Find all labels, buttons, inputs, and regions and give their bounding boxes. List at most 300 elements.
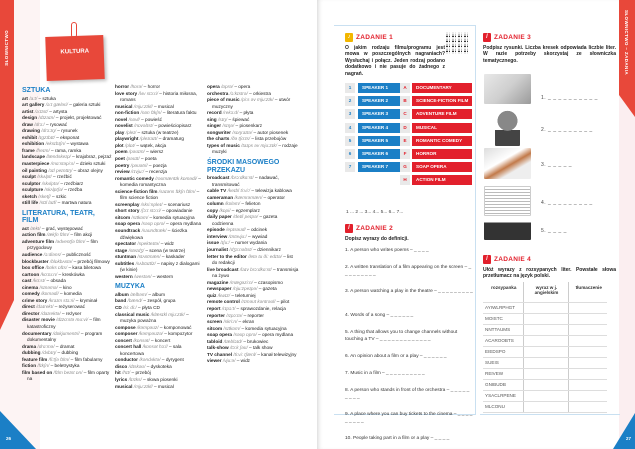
vocab-phonetic: /daɪrekt/ — [36, 304, 54, 310]
vocab-phonetic: /plɒt/ — [124, 142, 136, 148]
audio-icon[interactable]: ♪ — [345, 33, 353, 42]
ex2-instruction: Dopisz wyrazy do definicji. — [345, 236, 409, 242]
vocab-translation: obraz olejny — [77, 167, 103, 173]
speaker-number: 6 — [345, 149, 355, 159]
vocab-phonetic: /rekɔ:d/ — [222, 110, 239, 116]
vocab-entry: opera /ɒprə/ – opera — [207, 84, 251, 89]
option-box[interactable]: ACTION FILM — [412, 175, 472, 185]
vocab-translation: dyrygent — [165, 357, 184, 363]
vocab-translation: list do redakcji — [212, 253, 293, 266]
speaker-number: 4 — [345, 123, 355, 133]
vocab-phonetic: /kɒpi/ — [219, 207, 231, 213]
vocab-phonetic: /bɒks ɒfɪs/ — [45, 265, 68, 271]
vocab-phonetic: /ɪgzɪbɪt/ — [38, 134, 55, 140]
vocab-word: opera — [207, 84, 220, 89]
vocab-phonetic: /sɪtkɒm/ — [131, 214, 149, 220]
vocab-entry: exhibit /ɪgzɪbɪt/ – eksponat — [22, 134, 80, 140]
option-letter: H — [400, 175, 410, 185]
option-box[interactable]: ADVENTURE FILM — [412, 109, 472, 119]
vocab-entry: the charts /ðə tʃɑ:ts/ – lista przebojów — [207, 136, 287, 142]
definition-item[interactable]: 9. A place where you can buy tickets to the cinema – _ _ _ _ _ _ _ _ _ — [345, 412, 473, 424]
vocab-entry: issue /ɪʃu:/ – numer wydania — [207, 240, 267, 246]
section-title: KULTURA — [60, 48, 90, 56]
vocab-translation: film fabularny — [74, 356, 103, 362]
definition-item[interactable]: 4. Words of a song – _ _ _ _ _ _ — [345, 313, 414, 318]
vocab-phonetic: /skri:n/ — [223, 319, 238, 325]
vocab-entry: remote control /rɪməʊt kəntrəʊl/ – pilot — [207, 299, 290, 305]
vocab-entry: album /ælbəm/ – album — [115, 291, 166, 297]
vocab-translation: powieść — [145, 116, 162, 122]
vocab-entry: screen /skri:n/ – ekran — [207, 319, 255, 325]
vocab-word: crime story — [22, 297, 48, 303]
vocab-translation: rama, ramka — [54, 147, 82, 153]
vocab-entry: musical /mju:zɪkl/ – musical — [115, 103, 174, 109]
side-tab-label: SŁOWNICTWO – ZADANIA — [624, 10, 629, 75]
english-word-cell[interactable] — [523, 335, 568, 346]
vocab-entry: cameraman /kæmrəmæn/ – operator — [207, 194, 285, 200]
section-heading: SZTUKA — [22, 87, 51, 94]
vocab-word: record — [207, 110, 222, 116]
vocab-phonetic: /si: di:/ — [123, 305, 137, 310]
speaker-box[interactable]: SPEAKER 7 — [358, 162, 404, 172]
vocab-phonetic: /keɪbl ti:vi:/ — [227, 188, 251, 194]
vocab-word: non-fiction — [115, 110, 140, 116]
option-box[interactable]: ROMANTIC COMEDY — [412, 136, 472, 146]
translation-cell[interactable] — [568, 324, 607, 335]
vocab-translation: poeta — [144, 156, 157, 162]
vocab-entry: spectator /spekteɪtə/ – widz — [115, 241, 175, 247]
translation-cell[interactable] — [568, 379, 607, 390]
picture-label-blank[interactable]: 5. _ _ _ _ — [541, 228, 567, 234]
speaker-box[interactable]: SPEAKER 1 — [358, 83, 404, 93]
vocab-phonetic: /skri:npleɪ/ — [140, 201, 163, 207]
section-heading: LITERATURA, TEATR, FILM — [22, 209, 95, 225]
vocab-translation: scena (w teatrze) — [149, 247, 186, 253]
vocab-entry: sing /sɪŋ/ – śpiewać — [207, 116, 250, 122]
speaker-box[interactable]: SPEAKER 3 — [358, 109, 404, 119]
vocab-phonetic: /drɔ:/ — [34, 121, 45, 127]
vocab-entry: broadcast /brɔ:dkɑ:st/ – nadawać, transmitować — [207, 175, 279, 187]
vocab-phonetic: /dɪzaɪn/ — [38, 115, 55, 121]
vocab-word: report — [207, 305, 221, 311]
vocab-word: comedy — [22, 291, 40, 297]
qr-code[interactable] — [446, 32, 468, 54]
vocab-entry: stage /steɪdʒ/ – scena (w teatrze) — [115, 247, 186, 253]
vocab-translation: rysunek — [61, 128, 78, 134]
vocab-translation: komedia sytuacyjna — [245, 325, 287, 331]
ex2-header — [345, 224, 393, 233]
picture-label-blank[interactable]: 2. _ _ _ _ _ _ _ _ _ — [541, 127, 593, 133]
english-word-cell[interactable] — [523, 302, 568, 313]
vocab-translation: literatura faktu — [166, 110, 197, 116]
vocab-translation: poezja — [152, 162, 167, 168]
vocab-word: hit — [115, 370, 121, 376]
vocab-phonetic: /dʒɜ:nəlɪst/ — [229, 247, 253, 253]
vocab-phonetic: /a:t/ — [29, 95, 38, 101]
vocab-word: fiction — [22, 363, 37, 369]
vocab-translation: dzieło sztuki — [79, 160, 106, 166]
vocab-word: screen — [207, 319, 223, 325]
picture-label-blank[interactable]: 4. _ _ _ _ _ _ _ _ _ — [541, 200, 593, 206]
vocab-entry: oil painting /ɔɪl peɪntɪŋ/ – obraz olejny — [22, 167, 103, 173]
translation-cell[interactable] — [568, 335, 607, 346]
vocab-word: landscape — [22, 154, 45, 160]
translation-cell[interactable] — [568, 313, 607, 324]
vocab-translation: gazeta — [262, 286, 277, 292]
vocab-translation: dyskoteka — [150, 363, 172, 369]
vocab-entry: horror /hɒrə/ – horror — [115, 84, 161, 89]
vocab-entry: drama /drɑ:mə/ – dramat — [22, 343, 75, 349]
anagram-cell: AYIWLRPHGT — [483, 302, 523, 313]
definition-item[interactable]: 1. A person who writes poems – _ _ _ _ — [345, 248, 429, 253]
vocab-entry: column /kɒləm/ – felieton — [207, 201, 261, 207]
vocab-translation: szkic — [55, 193, 67, 199]
option-box[interactable]: DOCUMENTARY — [412, 83, 472, 93]
translation-cell[interactable] — [568, 390, 607, 401]
vocab-entry: art gallery /a:t gæləri/ – galeria sztuki — [22, 102, 101, 108]
vocab-entry: magazine /mægəzi:n/ – czasopismo — [207, 279, 283, 285]
vocab-entry: talk-show /tɔ:k ʃəʊ/ – talk show — [207, 345, 273, 351]
side-tab-point — [0, 300, 14, 330]
vocab-translation: talk show — [252, 345, 273, 351]
vocab-translation: kasa biletowa — [72, 265, 101, 271]
vocab-word: live broadcast — [207, 266, 239, 272]
english-word-cell[interactable] — [523, 379, 568, 390]
vocab-phonetic: /daɪrektə/ — [40, 310, 61, 316]
vocab-translation: dramaturg — [162, 136, 185, 142]
vocab-entry: disaster movie /dɪzɑ:stə mu:vi/ – film katastroficzny — [22, 317, 101, 329]
vocab-entry: blockbuster /blɒkbʌstə/ – przebój filmowy — [22, 258, 110, 264]
vocab-entry: soap opera /səʊp ɒprə/ – opera mydlana — [115, 221, 202, 227]
table-row — [483, 390, 607, 401]
vocab-word: oil painting — [22, 167, 47, 173]
vocab-phonetic: /nɒvəlɪst/ — [134, 123, 154, 129]
vocab-translation: beletrystyka — [54, 363, 80, 369]
vocab-word: action film — [22, 232, 46, 238]
vocab-phonetic: /səʊp ɒprə/ — [233, 332, 257, 338]
vocab-entry: drawing /drɔ:ɪŋ/ – rysunek — [22, 128, 78, 134]
vocab-translation: film science fiction — [120, 195, 159, 201]
vocab-entry: stuntman /stʌntmæn/ – kaskader — [115, 254, 185, 260]
table-row — [483, 313, 607, 324]
vocab-phonetic: /kɒnsət hɔ:l/ — [142, 344, 168, 350]
vocab-word: copy — [207, 207, 218, 213]
vocab-word: film based on — [22, 369, 53, 375]
vocab-translation: sztuka (w teatrze) — [141, 129, 179, 135]
vocab-phonetic: /səʊp ɒprə/ — [141, 221, 165, 227]
anagram-cell: SUEIS — [483, 357, 523, 368]
vocab-translation: reżyserować — [58, 304, 85, 310]
speaker-box[interactable]: SPEAKER 6 — [358, 149, 404, 159]
vocab-phonetic: /pəʊətri/ — [130, 162, 148, 168]
vocab-entry: classical music /klæsɪkl mju:zɪk/ – muzyka poważna — [115, 311, 189, 324]
vocab-translation: rodzaje muzyki — [212, 142, 298, 155]
vocab-phonetic: /bænd/ — [127, 298, 143, 304]
english-word-cell[interactable] — [523, 368, 568, 379]
vocab-phonetic: /dʌbɪŋ/ — [41, 350, 57, 356]
speaker-box[interactable]: SPEAKER 2 — [358, 96, 404, 106]
vocab-word: drama — [22, 343, 37, 349]
vocab-entry: novelist /nɒvəlɪst/ – powieściopisarz — [115, 123, 192, 129]
vocab-phonetic: /ti:vi: tʃænl/ — [233, 351, 257, 357]
vocab-word: sketch — [22, 193, 37, 199]
vocab-phonetic: /lændskeɪp/ — [46, 154, 71, 160]
option-letter: A — [400, 83, 410, 93]
vocab-phonetic: /dɒkjumentri/ — [52, 330, 80, 336]
vocab-phonetic: /a:t gæləri/ — [45, 102, 68, 108]
vocab-entry: love story /lʌv stɔ:ri/ – historia miłosna, romans — [115, 90, 198, 103]
vocab-translation: opowiadanie — [166, 208, 193, 214]
option-box[interactable]: HORROR — [412, 149, 472, 159]
vocab-translation: transmisja na żywo — [212, 266, 299, 279]
vocab-phonetic: /nɒvl/ — [128, 116, 140, 122]
vocab-translation: kreskówka — [62, 271, 85, 277]
picture-label-blank[interactable]: 3. _ _ _ _ _ — [541, 162, 573, 168]
vocab-entry: short story /ʃɔ:t stɔ:ri/ – opowiadanie — [115, 208, 193, 214]
vocab-translation: opera mydlana — [262, 332, 294, 338]
vocab-translation: widz — [240, 358, 251, 364]
vocab-phonetic: /pleɪ/ — [125, 129, 137, 135]
vocab-translation: musical — [157, 383, 174, 389]
vocab-translation: piosenkarz — [239, 123, 263, 129]
vocab-entry: playwright /pleɪraɪt/ – dramaturg — [115, 136, 185, 142]
vocab-word: sitcom — [207, 325, 223, 331]
vocab-entry: western /westən/ – western — [115, 273, 174, 279]
vocab-word: broadcast — [207, 175, 230, 181]
vocab-entry: piece of music /pi:s əv mju:zɪk/ – utwór muzyczny — [207, 97, 291, 109]
vocab-entry: composer /kəmpəʊzə/ – kompozytor — [115, 331, 193, 337]
translation-cell[interactable] — [568, 357, 607, 368]
speaker-box[interactable]: SPEAKER 5 — [358, 136, 404, 146]
vocab-word: stage — [115, 247, 128, 253]
vocab-translation: kompozytor — [168, 331, 193, 337]
vocab-phonetic: /taɪps əv mju:zɪk/ — [241, 142, 278, 148]
vocab-word: documentary — [22, 330, 52, 336]
definition-item[interactable]: 8. A person who stands in front of the orchestra – _ _ _ _ _ _ _ _ _ — [345, 388, 470, 400]
vocab-entry: sculptor /skʌlptə/ – rzeźbiarz — [22, 180, 84, 186]
vocab-entry: artist /a:tɪst/ – artysta — [22, 108, 68, 114]
option-box[interactable]: MUSICAL — [412, 123, 472, 133]
vocab-translation: rzeźbić — [56, 174, 72, 180]
vocab-phonetic: /dɪskəʊ/ — [128, 363, 146, 369]
vocab-translation: grać, występować — [45, 225, 83, 231]
anagram-cell: GNIBUDB — [483, 379, 523, 390]
vocab-entry: romantic comedy /rəʊmæntɪk kɒmədi/ – komedia romantyczna — [115, 175, 201, 188]
vocab-translation: publiczność — [66, 251, 91, 257]
translation-cell[interactable] — [568, 368, 607, 379]
definition-item[interactable]: 2. A written translation of a film appearing on the screen – _ _ _ _ _ _ _ _ _ — [345, 265, 472, 277]
vocab-word: art — [22, 95, 28, 101]
ex1-header — [345, 33, 393, 42]
vocab-phonetic: /fi:tʃə fɪlm/ — [48, 356, 70, 362]
vocab-phonetic: /stʌntmæn/ — [137, 254, 161, 260]
vocab-word: compose — [115, 324, 136, 330]
vocab-word: play — [115, 129, 125, 135]
vocab-phonetic: /spekteɪtə/ — [137, 241, 160, 247]
vocab-phonetic: /ðə tʃɑ:ts/ — [230, 136, 251, 142]
ex3-header — [483, 33, 531, 42]
vocab-translation: płyta CD — [141, 305, 160, 310]
vocab-entry: adventure film /ədventʃə fɪlm/ – film przygodowy — [22, 238, 98, 251]
vocab-phonetic: /lʌv stɔ:ri/ — [138, 90, 158, 96]
vocab-word: draw — [22, 121, 33, 127]
vocab-translation: film akcji — [74, 232, 93, 238]
translation-cell[interactable] — [568, 346, 607, 357]
ex1-instruction: O jakim rodzaju filmu/programu jest mowa w poszczególnych nagraniach? Wysłuchaj i połącz. Jeden rodzaj podano dodatkowo i nie pasuje do żadnego z nagrań. — [345, 45, 445, 77]
picture-label-blank[interactable]: 1. _ _ _ _ _ _ _ _ _ _ — [541, 95, 598, 101]
vocab-entry: sketch /sketʃ/ – szkic — [22, 193, 67, 199]
vocab-translation: kanał telewizyjny — [261, 351, 297, 357]
ex3-instruction: Podpisz rysunki. Liczba kresek odpowiada liczbie liter. W razie potrzeby skorzystaj ze słowniczka tematycznego. — [483, 45, 616, 64]
vocab-phonetic: /skʌlptə/ — [41, 180, 60, 186]
vocab-word: novel — [115, 116, 128, 122]
vocab-entry: cast /kɑ:st/ – obsada — [22, 278, 66, 284]
speaker-box[interactable]: SPEAKER 4 — [358, 123, 404, 133]
vocab-translation: przebój — [135, 370, 151, 376]
option-box[interactable]: SCIENCE-FICTION FILM — [412, 96, 472, 106]
vocab-entry: daily paper /deɪli peɪpə/ – gazeta codzienna — [207, 214, 278, 226]
vocab-entry: interview /ɪntəvju:/ – wywiad — [207, 233, 268, 239]
definition-item[interactable]: 7. Music in a film – _ _ _ _ _ _ _ _ _ _ — [345, 371, 425, 376]
vocab-entry: tabloid /tæblɔɪd/ – brukowiec — [207, 338, 269, 344]
anagram-table — [483, 282, 607, 413]
vocab-translation: reporter — [247, 312, 264, 318]
vocab-entry: sitcom /sɪtkɒm/ – komedia sytuacyjna — [207, 325, 287, 331]
vocab-word: CD — [115, 305, 122, 310]
vocab-phonetic: /kəndʌktə/ — [139, 357, 161, 363]
vocab-word: drawing — [22, 128, 40, 134]
vocab-word: sitcom — [115, 214, 131, 220]
vocab-translation: teleturniej — [235, 292, 256, 298]
vocab-word: poet — [115, 156, 125, 162]
vocab-word: journalist — [207, 247, 229, 253]
vocab-phonetic: /kraɪm stɔ:ri/ — [48, 297, 75, 303]
definition-item[interactable]: 3. A person watching a play in the theatre – _ _ _ _ _ _ _ _ _ — [345, 289, 473, 294]
vocab-word: science-fiction film — [115, 188, 158, 194]
vocab-word: musical — [115, 103, 133, 109]
vocab-word: soap opera — [115, 221, 141, 227]
vocab-entry: action film /ækʃn fɪlm/ – film akcji — [22, 232, 93, 238]
option-letter: F — [400, 149, 410, 159]
vocab-word: director — [22, 310, 40, 316]
ex4-title: ZADANIE 4 — [494, 256, 532, 263]
pencil-icon: / — [483, 33, 491, 42]
definition-item[interactable]: 10. People taking part in a film or a play – _ _ _ _ — [345, 436, 450, 441]
vocab-translation: przebój filmowy — [77, 258, 110, 264]
vocab-translation: autor piosenek — [257, 129, 289, 135]
vocab-entry: types of music /taɪps əv mju:zɪk/ – rodzaje muzyki — [207, 142, 298, 155]
vocab-word: frame — [22, 147, 35, 153]
section-card — [45, 35, 105, 81]
vocab-phonetic: /skʌlptʃə/ — [44, 187, 63, 193]
vocab-entry: cable TV /keɪbl ti:vi:/ – telewizja kablowa — [207, 188, 292, 194]
vocab-entry: art /a:t/ – sztuka — [22, 95, 56, 101]
vocab-word: tabloid — [207, 338, 223, 344]
vocab-translation: zespół, grupa — [147, 298, 176, 304]
vocab-entry: poem /pəʊɪm/ – wiersz — [115, 149, 164, 155]
english-word-cell[interactable] — [523, 324, 568, 335]
section-heading: MUZYKA — [115, 283, 145, 291]
vocab-phonetic: /eksɪbɪʃn/ — [45, 141, 66, 147]
vocab-phonetic: /letə tu ði: edɪtə/ — [248, 253, 282, 259]
ex3-title: ZADANIE 3 — [494, 34, 532, 41]
side-tab-label: SŁOWNICTWO — [4, 30, 9, 66]
english-word-cell[interactable] — [523, 313, 568, 324]
vocab-entry: hit /hɪt/ – przebój — [115, 370, 151, 376]
vocab-translation: numer wydania — [235, 240, 267, 246]
vocab-phonetic: /rɪvju:/ — [130, 169, 145, 175]
vocab-word: concert hall — [115, 344, 142, 350]
vocab-translation: kaskader — [165, 254, 185, 260]
vocab-translation: kryminał — [79, 297, 98, 303]
vocab-entry: review /rɪvju:/ – recenzja — [115, 169, 167, 175]
ex1-answer-line[interactable]: 1 ... 2 ... 3... 4... 5... 6... 7... — [346, 210, 404, 215]
vocab-word: novelist — [115, 123, 133, 129]
vocab-word: love story — [115, 90, 138, 96]
vocab-phonetic: /pəʊɪt/ — [126, 156, 140, 162]
gallery-picture — [484, 74, 531, 104]
vocab-translation: recenzja — [149, 169, 167, 175]
vocab-translation: program dokumentalny — [27, 330, 103, 343]
vocab-word: piece of music — [207, 97, 240, 103]
vocab-word: quiz — [207, 292, 217, 298]
vocab-translation: komedia sytuacyjna — [153, 214, 195, 220]
vocab-translation: orkiestra — [252, 90, 271, 96]
vocab-entry: songwriter /sɒŋraɪtə/ – autor piosenek — [207, 129, 289, 135]
english-word-cell[interactable] — [523, 390, 568, 401]
definition-item[interactable]: 5. A thing that allows you to change channels without touching a TV – _ _ _ _ _ _ _ _ _ _ _ _ _ — [345, 330, 458, 342]
definition-item[interactable]: 6. An opinion about a film or a play – _ _ _ _ _ _ — [345, 354, 447, 359]
vocab-translation: film katastroficzny — [27, 317, 101, 329]
vocab-entry: feature film /fi:tʃə fɪlm/ – film fabularny — [22, 356, 103, 362]
english-word-cell[interactable] — [523, 357, 568, 368]
table-row — [483, 357, 607, 368]
vocab-translation: film oparty na — [27, 369, 110, 382]
vocab-phonetic: /tɔ:k ʃəʊ/ — [229, 345, 248, 351]
vocab-translation: nadawać, transmitować — [212, 175, 279, 187]
vocab-translation: operator — [267, 194, 285, 200]
vocab-phonetic: /westən/ — [134, 273, 152, 279]
option-letter: B — [400, 96, 410, 106]
vocab-phonetic: /lɪrɪks/ — [128, 377, 142, 383]
translation-cell[interactable] — [568, 302, 607, 313]
vocab-word: remote control — [207, 299, 240, 305]
vocab-word: subtitles — [115, 260, 135, 266]
vocab-phonetic: /kæmrəmæn/ — [234, 194, 263, 200]
vocab-translation: eksponat — [60, 134, 80, 140]
vocab-word: orchestra — [207, 90, 229, 96]
vocab-word: spectator — [115, 241, 137, 247]
vocab-phonetic: /kəmpəʊz/ — [136, 324, 159, 330]
vocab-entry: exhibition /eksɪbɪʃn/ – wystawa — [22, 141, 89, 147]
vocab-translation: dubbing — [61, 350, 79, 356]
vocab-phonetic: /nɒn fɪkʃn/ — [140, 110, 162, 116]
vocab-word: poetry — [115, 162, 130, 168]
vocab-phonetic: /sɪnəmə/ — [39, 284, 58, 290]
translation-cell[interactable] — [568, 401, 607, 412]
vocab-phonetic: /dɪzɑ:stə mu:vi/ — [56, 317, 89, 323]
vocab-phonetic: /vju:ə/ — [222, 358, 236, 364]
english-word-cell[interactable] — [523, 401, 568, 412]
english-word-cell[interactable] — [523, 346, 568, 357]
vocab-phonetic: /sʌbtaɪtlz/ — [135, 260, 156, 266]
vocab-word: screenplay — [115, 201, 140, 207]
vocab-phonetic: /kɑ:tu:n/ — [40, 271, 58, 277]
speaker-number: 2 — [345, 96, 355, 106]
vocab-phonetic: /sɪtkɒm/ — [223, 325, 241, 331]
option-box[interactable]: SOAP OPERA — [412, 162, 472, 172]
vocab-entry: reporter /rɪpɔ:tə/ – reporter — [207, 312, 264, 318]
